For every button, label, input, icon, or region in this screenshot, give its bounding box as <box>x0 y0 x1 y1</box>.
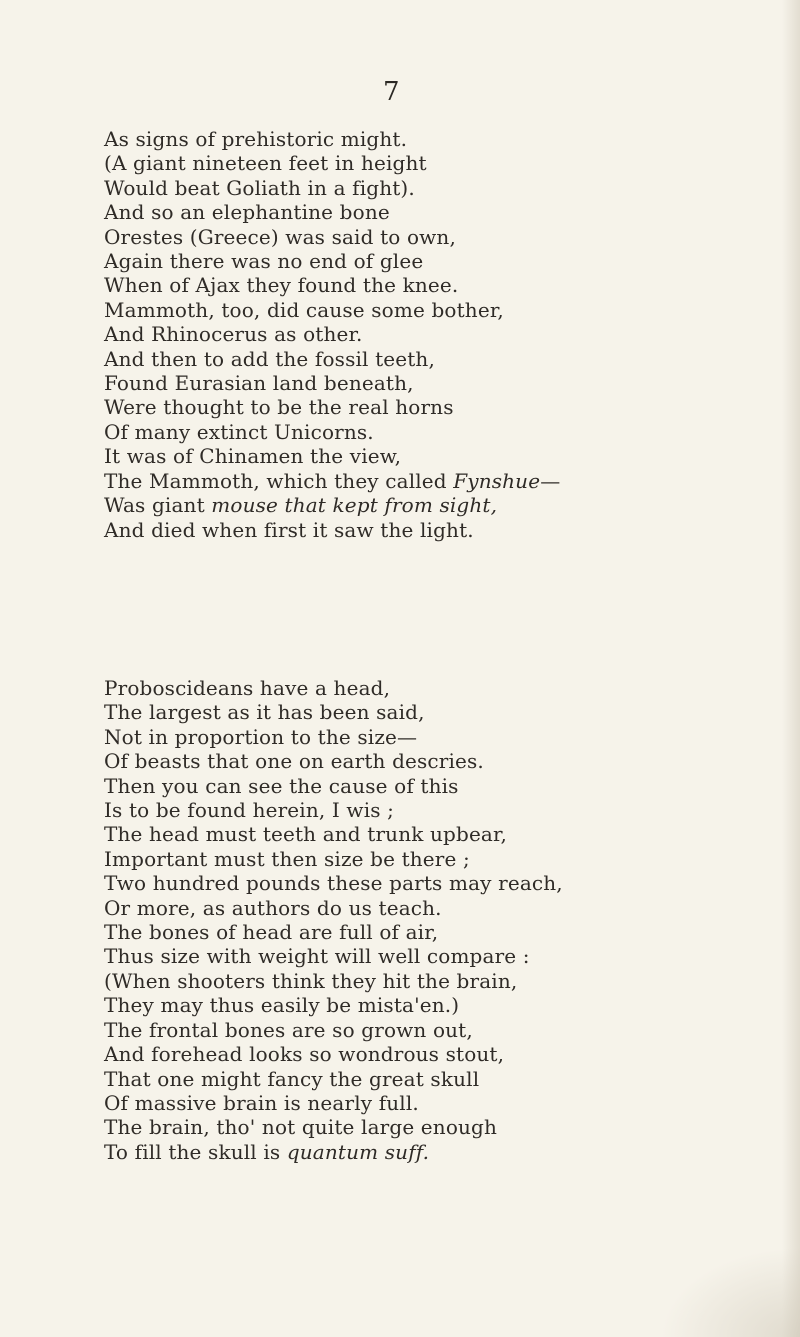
poem-line-fynshue <box>104 469 774 493</box>
poem-line: The largest as it has been said, <box>104 700 425 725</box>
poem-line: As signs of prehistoric might. <box>104 127 408 151</box>
poem-line: Important must then size be there ; <box>104 846 470 871</box>
poem-line: Mammoth, too, did cause some bother, <box>104 297 504 322</box>
page-edge-shadow <box>782 0 800 1337</box>
poem-line: And forehead looks so wondrous stout, <box>104 1042 505 1067</box>
poem-line-quantum-suff <box>104 1140 774 1164</box>
italic-word-fynshue: Fynshue <box>453 468 541 493</box>
poem-line: And Rhinocerus as other. <box>104 322 363 347</box>
poem-line: Is to be found herein, I wis ; <box>104 798 395 823</box>
poem-line: Would beat Goliath in a fight). <box>104 175 415 200</box>
poem-line: Were thought to be the real horns <box>104 395 454 420</box>
poem-line: And so an elephantine bone <box>104 200 390 225</box>
poem-line: Of many extinct Unicorns. <box>104 419 374 444</box>
poem-line: Orestes (Greece) was said to own, <box>104 224 456 249</box>
poem-line: Of massive brain is nearly full. <box>104 1090 419 1115</box>
poem-line: Found Eurasian land beneath, <box>104 371 414 396</box>
poem-line: The brain, tho' not quite large enough <box>104 1115 498 1140</box>
poem-line: They may thus easily be mista'en.) <box>104 993 460 1018</box>
poem-line: That one might fancy the great skull <box>104 1066 480 1091</box>
poem-line: Not in proportion to the size— <box>104 724 418 749</box>
poem-line: Again there was no end of glee <box>104 249 424 274</box>
poem-line: (A giant nineteen feet in height <box>104 151 427 176</box>
poem-line: And died when first it saw the light. <box>104 517 474 542</box>
poem-line: Of beasts that one on earth descries. <box>104 749 484 774</box>
poem-line: Then you can see the cause of this <box>104 773 459 798</box>
poem-line-giant-mouse <box>104 493 774 517</box>
stanza-1 <box>104 127 774 542</box>
line-text: The Mammoth, which they called <box>104 468 454 493</box>
poem-line: (When shooters think they hit the brain, <box>104 968 518 993</box>
italic-phrase-quantum-suff: quantum suff. <box>286 1139 430 1164</box>
italic-phrase-mouse: mouse that kept from sight, <box>211 493 498 518</box>
page-number: 7 <box>383 77 400 107</box>
poem-line: When of Ajax they found the knee. <box>104 273 459 298</box>
stanza-2 <box>104 676 774 1164</box>
poem-line: Thus size with weight will well compare : <box>104 944 530 969</box>
line-text: To fill the skull is <box>104 1139 287 1164</box>
line-text: Was giant <box>104 493 212 518</box>
poem-line: The frontal bones are so grown out, <box>104 1017 473 1042</box>
poem-line: Or more, as authors do us teach. <box>104 895 442 920</box>
page-corner-stain <box>660 1247 800 1337</box>
poem-line: Proboscideans have a head, <box>104 676 391 700</box>
poem-line: It was of Chinamen the view, <box>104 444 402 469</box>
poem-line: Two hundred pounds these parts may reach, <box>104 871 563 896</box>
poem-line: The head must teeth and trunk upbear, <box>104 822 508 847</box>
poem-line: The bones of head are full of air, <box>104 920 439 945</box>
poem-line: And then to add the fossil teeth, <box>104 346 435 371</box>
line-dash: — <box>540 468 561 493</box>
